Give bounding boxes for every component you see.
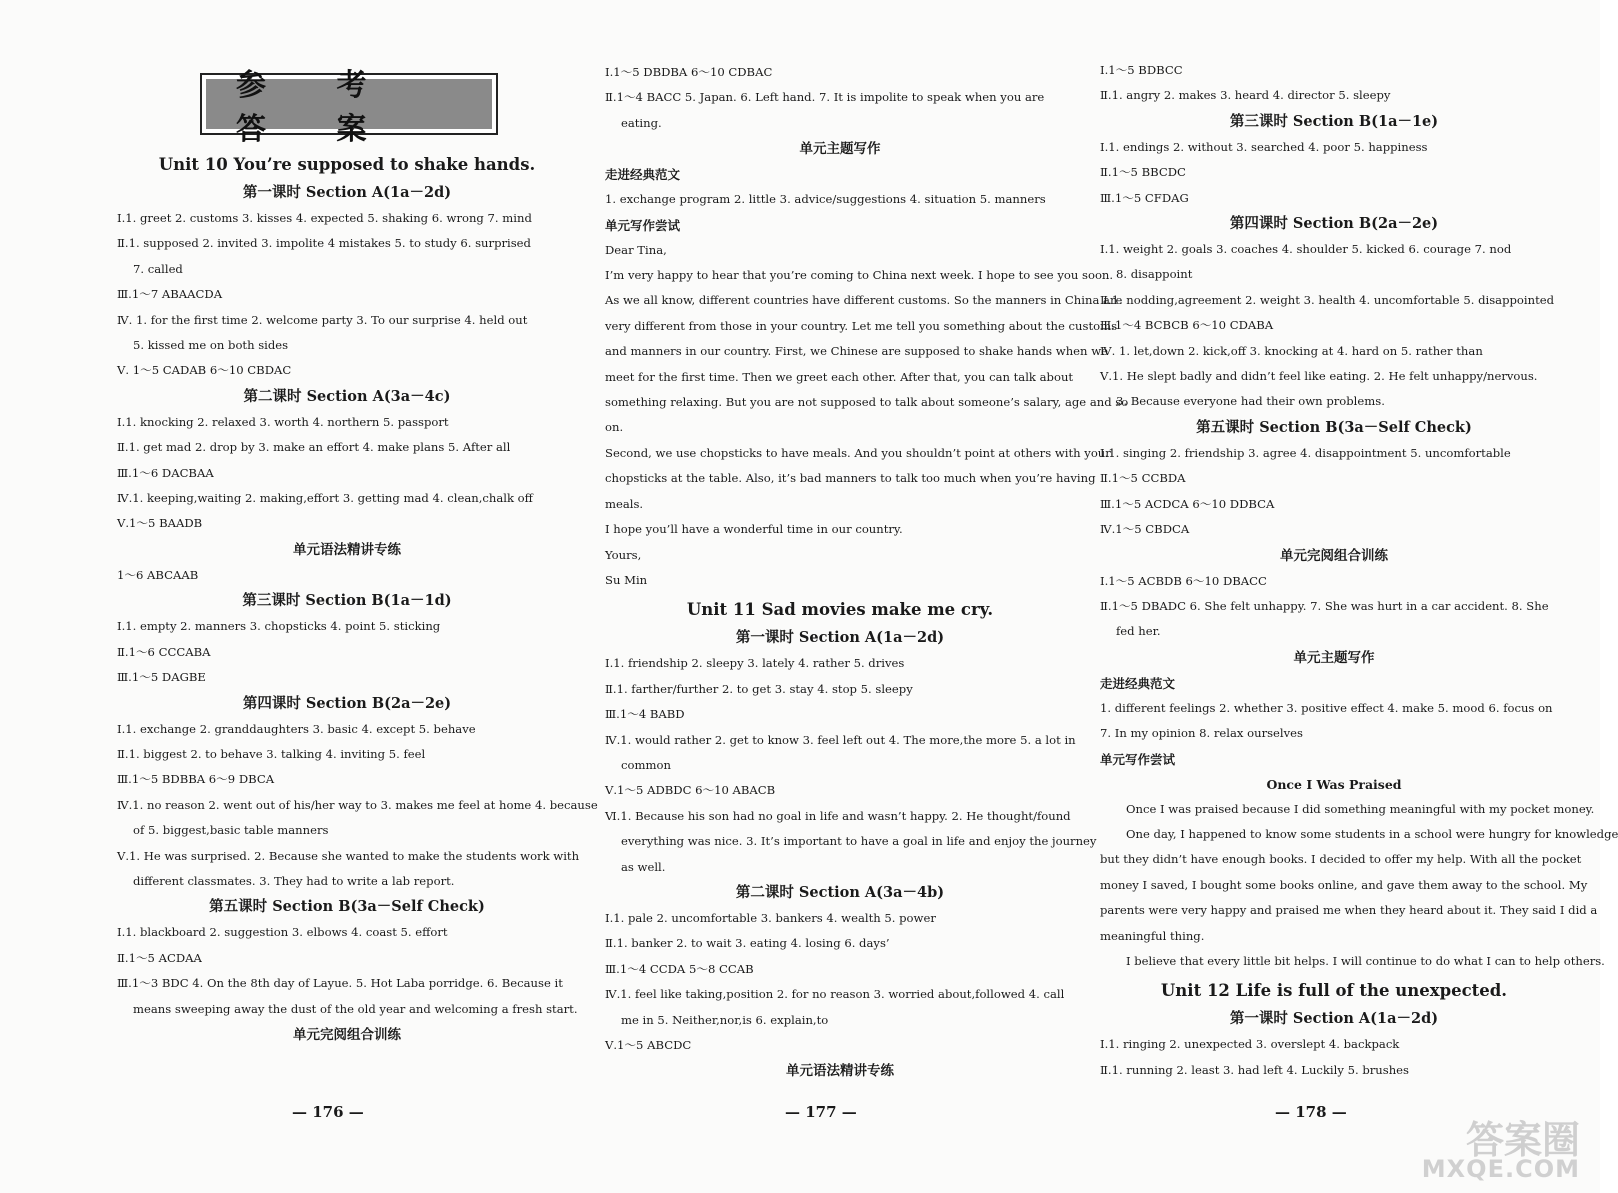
answer-line: 7. called (133, 261, 183, 276)
answer-line: Ⅴ.1～5 BAADB (117, 516, 203, 531)
answer-line: eating. (621, 115, 662, 130)
answer-line: meals. (605, 496, 644, 511)
answer-line: fed her. (1116, 624, 1161, 639)
lesson-heading: 第五课时 Section B(3a－Self Check) (1196, 418, 1472, 436)
answer-line: and manners in our country. First, we Chinese are supposed to shake hands when we (605, 344, 1108, 359)
answer-line: Ⅰ.1. endings 2. without 3. searched 4. poor 5. happiness (1100, 139, 1428, 154)
answer-line: common (621, 757, 671, 772)
answer-line: Ⅰ.1～5 BDBCC (1100, 63, 1183, 77)
answer-line: Ⅲ.1～4 BABD (605, 707, 685, 722)
answer-line: Ⅱ.1. angry 2. makes 3. heard 4. director 5. sleepy (1100, 88, 1391, 103)
answer-line: Ⅱ.1～5 BBCDC (1100, 165, 1186, 180)
answer-line: Ⅰ.1～5 ACBDB 6～10 DBACC (1100, 573, 1267, 588)
essay-title: Once I Was Praised (1266, 776, 1402, 792)
watermark-top: 答案圈 (1465, 1118, 1580, 1162)
answer-line: Ⅰ.1. greet 2. customs 3. kisses 4. expected 5. shaking 6. wrong 7. mind (117, 211, 532, 225)
answer-line: on. (605, 420, 624, 435)
answer-line: Ⅳ.1. keeping,waiting 2. making,effort 3. getting mad 4. clean,chalk off (117, 491, 533, 506)
answer-line: something relaxing. But you are not supposed to talk about someone’s salary, age and so (605, 395, 1129, 410)
section-heading: 单元语法精讲专练 (293, 541, 401, 558)
section-heading: 单元完阅组合训练 (293, 1026, 401, 1043)
answer-line: Second, we use chopsticks to have meals. And you shouldn’t point at others with your (605, 445, 1111, 460)
answer-line: I hope you’ll have a wonderful time in our country. (605, 522, 903, 537)
column-right (1100, 58, 1618, 1083)
answer-line: Su Min (605, 572, 648, 587)
answer-line: Ⅱ.1. farther/further 2. to get 3. stay 4. stop 5. sleepy (605, 681, 913, 696)
answer-line: chopsticks at the table. Also, it’s bad manners to talk too much when you’re having (605, 471, 1096, 486)
section-heading: 单元完阅组合训练 (1280, 547, 1388, 564)
lesson-heading: 第五课时 Section B(3a－Self Check) (209, 898, 485, 916)
lesson-heading: 第四课时 Section B(2a－2e) (242, 694, 452, 712)
answer-line: Ⅰ.1. friendship 2. sleepy 3. lately 4. rather 5. drives (605, 656, 905, 671)
answer-line: Ⅲ.1～5 DAGBE (117, 670, 206, 685)
subsection-label: 单元写作尝试 (605, 217, 681, 233)
answer-line: Ⅰ.1. ringing 2. unexpected 3. overslept 4. backpack (1100, 1037, 1400, 1052)
subsection-label: 走进经典范文 (605, 167, 681, 183)
answer-line: Ⅳ.1. feel like taking,position 2. for no reason 3. worried about,followed 4. call (605, 987, 1065, 1002)
answer-line: Yours, (605, 547, 642, 562)
answer-line: as well. (621, 859, 666, 874)
lesson-heading: 第一课时 Section A(1a－2d) (242, 184, 452, 201)
lesson-heading: 第三课时 Section B(1a－1e) (1229, 112, 1439, 130)
answer-line: Ⅴ.1～5 ADBDC 6～10 ABACB (605, 783, 776, 798)
answer-line: Ⅱ.1. nodding,agreement 2. weight 3. health 4. uncomfortable 5. disappointed (1100, 292, 1555, 307)
subsection-label: 走进经典范文 (1100, 675, 1176, 691)
answer-line: Ⅱ.1. get mad 2. drop by 3. make an effort 4. make plans 5. After all (117, 440, 511, 455)
page-number-178: — 178 — (1275, 1103, 1347, 1121)
answer-line: Ⅰ.1～5 DBDBA 6～10 CDBAC (605, 65, 773, 79)
answer-line: Ⅰ.1. empty 2. manners 3. chopsticks 4. point 5. sticking (117, 619, 441, 634)
answer-line: Ⅱ.1. biggest 2. to behave 3. talking 4. inviting 5. feel (117, 746, 426, 761)
answer-line: different classmates. 3. They had to write a lab report. (133, 873, 455, 888)
answer-line: 1. exchange program 2. little 3. advice/suggestions 4. situation 5. manners (605, 192, 1046, 207)
lesson-heading: 第二课时 Section A(3a－4c) (243, 387, 451, 405)
answer-line: Ⅳ. 1. for the first time 2. welcome party 3. To our surprise 4. held out (117, 312, 528, 327)
answer-line: Ⅳ.1～5 CBDCA (1100, 522, 1190, 537)
answer-line: One day, I happened to know some students in a school were hungry for knowledge (1126, 826, 1618, 841)
answer-line: very different from those in your country. Let me tell you something about the customs (605, 318, 1118, 333)
answer-line: Ⅰ.1. exchange 2. granddaughters 3. basic 4. except 5. behave (117, 721, 476, 736)
answer-line: everything was nice. 3. It’s important to have a goal in life and enjoy the journey (621, 834, 1097, 849)
answer-line: of 5. biggest,basic table manners (133, 823, 329, 838)
answer-line: 7. In my opinion 8. relax ourselves (1100, 726, 1303, 741)
answer-line: Ⅰ.1. pale 2. uncomfortable 3. bankers 4. wealth 5. power (605, 910, 936, 925)
answer-line: Ⅰ.1. singing 2. friendship 3. agree 4. disappointment 5. uncomfortable (1100, 445, 1511, 460)
answer-line: Ⅲ.1～7 ABAACDA (117, 287, 223, 302)
answer-line: Ⅳ.1. would rather 2. get to know 3. feel left out 4. The more,the more 5. a lot in (605, 732, 1076, 747)
answer-line: Ⅱ.1～4 BACC 5. Japan. 6. Left hand. 7. It is impolite to speak when you are (605, 90, 1045, 105)
page-number-176: — 176 — (292, 1103, 364, 1121)
answer-line: meaningful thing. (1100, 928, 1205, 943)
page-title: 参 考 答 案 (236, 68, 397, 147)
lesson-heading: 第三课时 Section B(1a－1d) (242, 592, 452, 610)
answer-line: but they didn’t have enough books. I decided to offer my help. With all the pocket (1100, 852, 1582, 867)
answer-line: Ⅴ.1. He slept badly and didn’t feel like eating. 2. He felt unhappy/nervous. (1100, 369, 1538, 384)
answer-line: Ⅰ.1. knocking 2. relaxed 3. worth 4. northern 5. passport (117, 414, 449, 429)
answer-line: I believe that every little bit helps. I will continue to do what I can to help others. (1126, 953, 1605, 968)
answer-line: 5. kissed me on both sides (133, 338, 289, 353)
answer-line: 1～6 ABCAAB (117, 567, 199, 582)
answer-line: As we all know, different countries have different customs. So the manners in China are (605, 293, 1123, 308)
answer-line: Ⅰ.1. blackboard 2. suggestion 3. elbows 4. coast 5. effort (117, 925, 448, 940)
answer-line: Ⅲ.1～4 CCDA 5～8 CCAB (605, 961, 754, 976)
answer-line: Ⅲ.1～5 CFDAG (1100, 190, 1189, 205)
watermark-url: MXQE.COM (1421, 1155, 1580, 1183)
answer-line: Ⅵ.1. Because his son had no goal in life and wasn’t happy. 2. He thought/found (605, 808, 1071, 823)
answer-line: Ⅱ.1. running 2. least 3. had left 4. Luckily 5. brushes (1100, 1062, 1409, 1077)
watermark-logo (1421, 1109, 1580, 1183)
answer-line: Ⅱ.1～5 ACDAA (117, 950, 202, 965)
answer-line: Ⅲ.1～5 ACDCA 6～10 DDBCA (1100, 496, 1275, 511)
answer-line: Ⅰ.1. weight 2. goals 3. coaches 4. shoulder 5. kicked 6. courage 7. nod (1100, 242, 1512, 257)
lesson-heading: 第四课时 Section B(2a－2e) (1229, 215, 1439, 233)
answer-line: Ⅲ.1～5 BDBBA 6～9 DBCA (117, 772, 275, 787)
answer-line: means sweeping away the dust of the old year and welcoming a fresh start. (133, 1001, 578, 1016)
column-left (117, 60, 598, 1048)
answer-line: 1. different feelings 2. whether 3. positive effect 4. make 5. mood 6. focus on (1100, 700, 1553, 715)
answer-line: Ⅲ.1～3 BDC 4. On the 8th day of Layue. 5. Hot Laba porridge. 6. Because it (117, 976, 563, 991)
column-middle (605, 60, 1129, 1084)
answer-line: I’m very happy to hear that you’re coming to China next week. I hope to see you soon. (605, 268, 1114, 283)
answer-line: meet for the first time. Then we greet each other. After that, you can talk about (605, 369, 1074, 384)
subsection-label: 单元写作尝试 (1100, 751, 1176, 767)
answer-line: Ⅱ.1. banker 2. to wait 3. eating 4. losing 6. days’ (605, 936, 890, 951)
answer-line: Ⅴ. 1～5 CADAB 6～10 CBDAC (117, 363, 292, 378)
lesson-heading: 第一课时 Section A(1a－2d) (735, 629, 945, 647)
answer-line: Once I was praised because I did something meaningful with my pocket money. (1126, 801, 1595, 816)
answer-line: Ⅱ.1～5 DBADC 6. She felt unhappy. 7. She was hurt in a car accident. 8. She (1100, 598, 1549, 613)
section-heading: 单元主题写作 (799, 141, 881, 158)
answer-line: Ⅴ.1. He was surprised. 2. Because she wanted to make the students work with (117, 848, 580, 863)
lesson-heading: 第一课时 Section A(1a－2d) (1229, 1010, 1439, 1028)
unit-heading: Unit 12 Life is full of the unexpected. (1160, 981, 1508, 1001)
unit-heading: Unit 10 You’re supposed to shake hands. (158, 155, 536, 174)
answer-line: me in 5. Neither,nor,is 6. explain,to (621, 1012, 829, 1027)
lesson-heading: 第二课时 Section A(3a－4b) (735, 883, 945, 901)
answer-line: 8. disappoint (1116, 267, 1193, 282)
answer-line: Ⅳ.1. no reason 2. went out of his/her way to 3. makes me feel at home 4. because (117, 797, 598, 812)
page-number-177: — 177 — (785, 1103, 857, 1121)
answer-line: Ⅲ.1～4 BCBCB 6～10 CDABA (1100, 318, 1274, 333)
answer-line: Ⅱ.1～6 CCCABA (117, 644, 211, 659)
answer-line: 3. Because everyone had their own problems. (1116, 394, 1385, 409)
answer-line: parents were very happy and praised me when they heard about it. They said I did a (1100, 903, 1598, 918)
section-heading: 单元主题写作 (1293, 649, 1375, 666)
unit-heading: Unit 11 Sad movies make me cry. (686, 600, 994, 620)
answer-line: Ⅴ.1～5 ABCDC (605, 1038, 692, 1052)
answer-line: Ⅲ.1～6 DACBAA (117, 465, 214, 480)
answer-line: Ⅳ. 1. let,down 2. kick,off 3. knocking at 4. hard on 5. rather than (1100, 343, 1483, 358)
section-heading: 单元语法精讲专练 (786, 1063, 894, 1080)
answer-line: Dear Tina, (605, 242, 667, 257)
answer-line: money I saved, I bought some books online, and gave them away to the school. My (1100, 877, 1588, 892)
answer-line: Ⅱ.1. supposed 2. invited 3. impolite 4 mistakes 5. to study 6. surprised (117, 236, 531, 251)
answer-line: Ⅱ.1～5 CCBDA (1100, 471, 1186, 486)
